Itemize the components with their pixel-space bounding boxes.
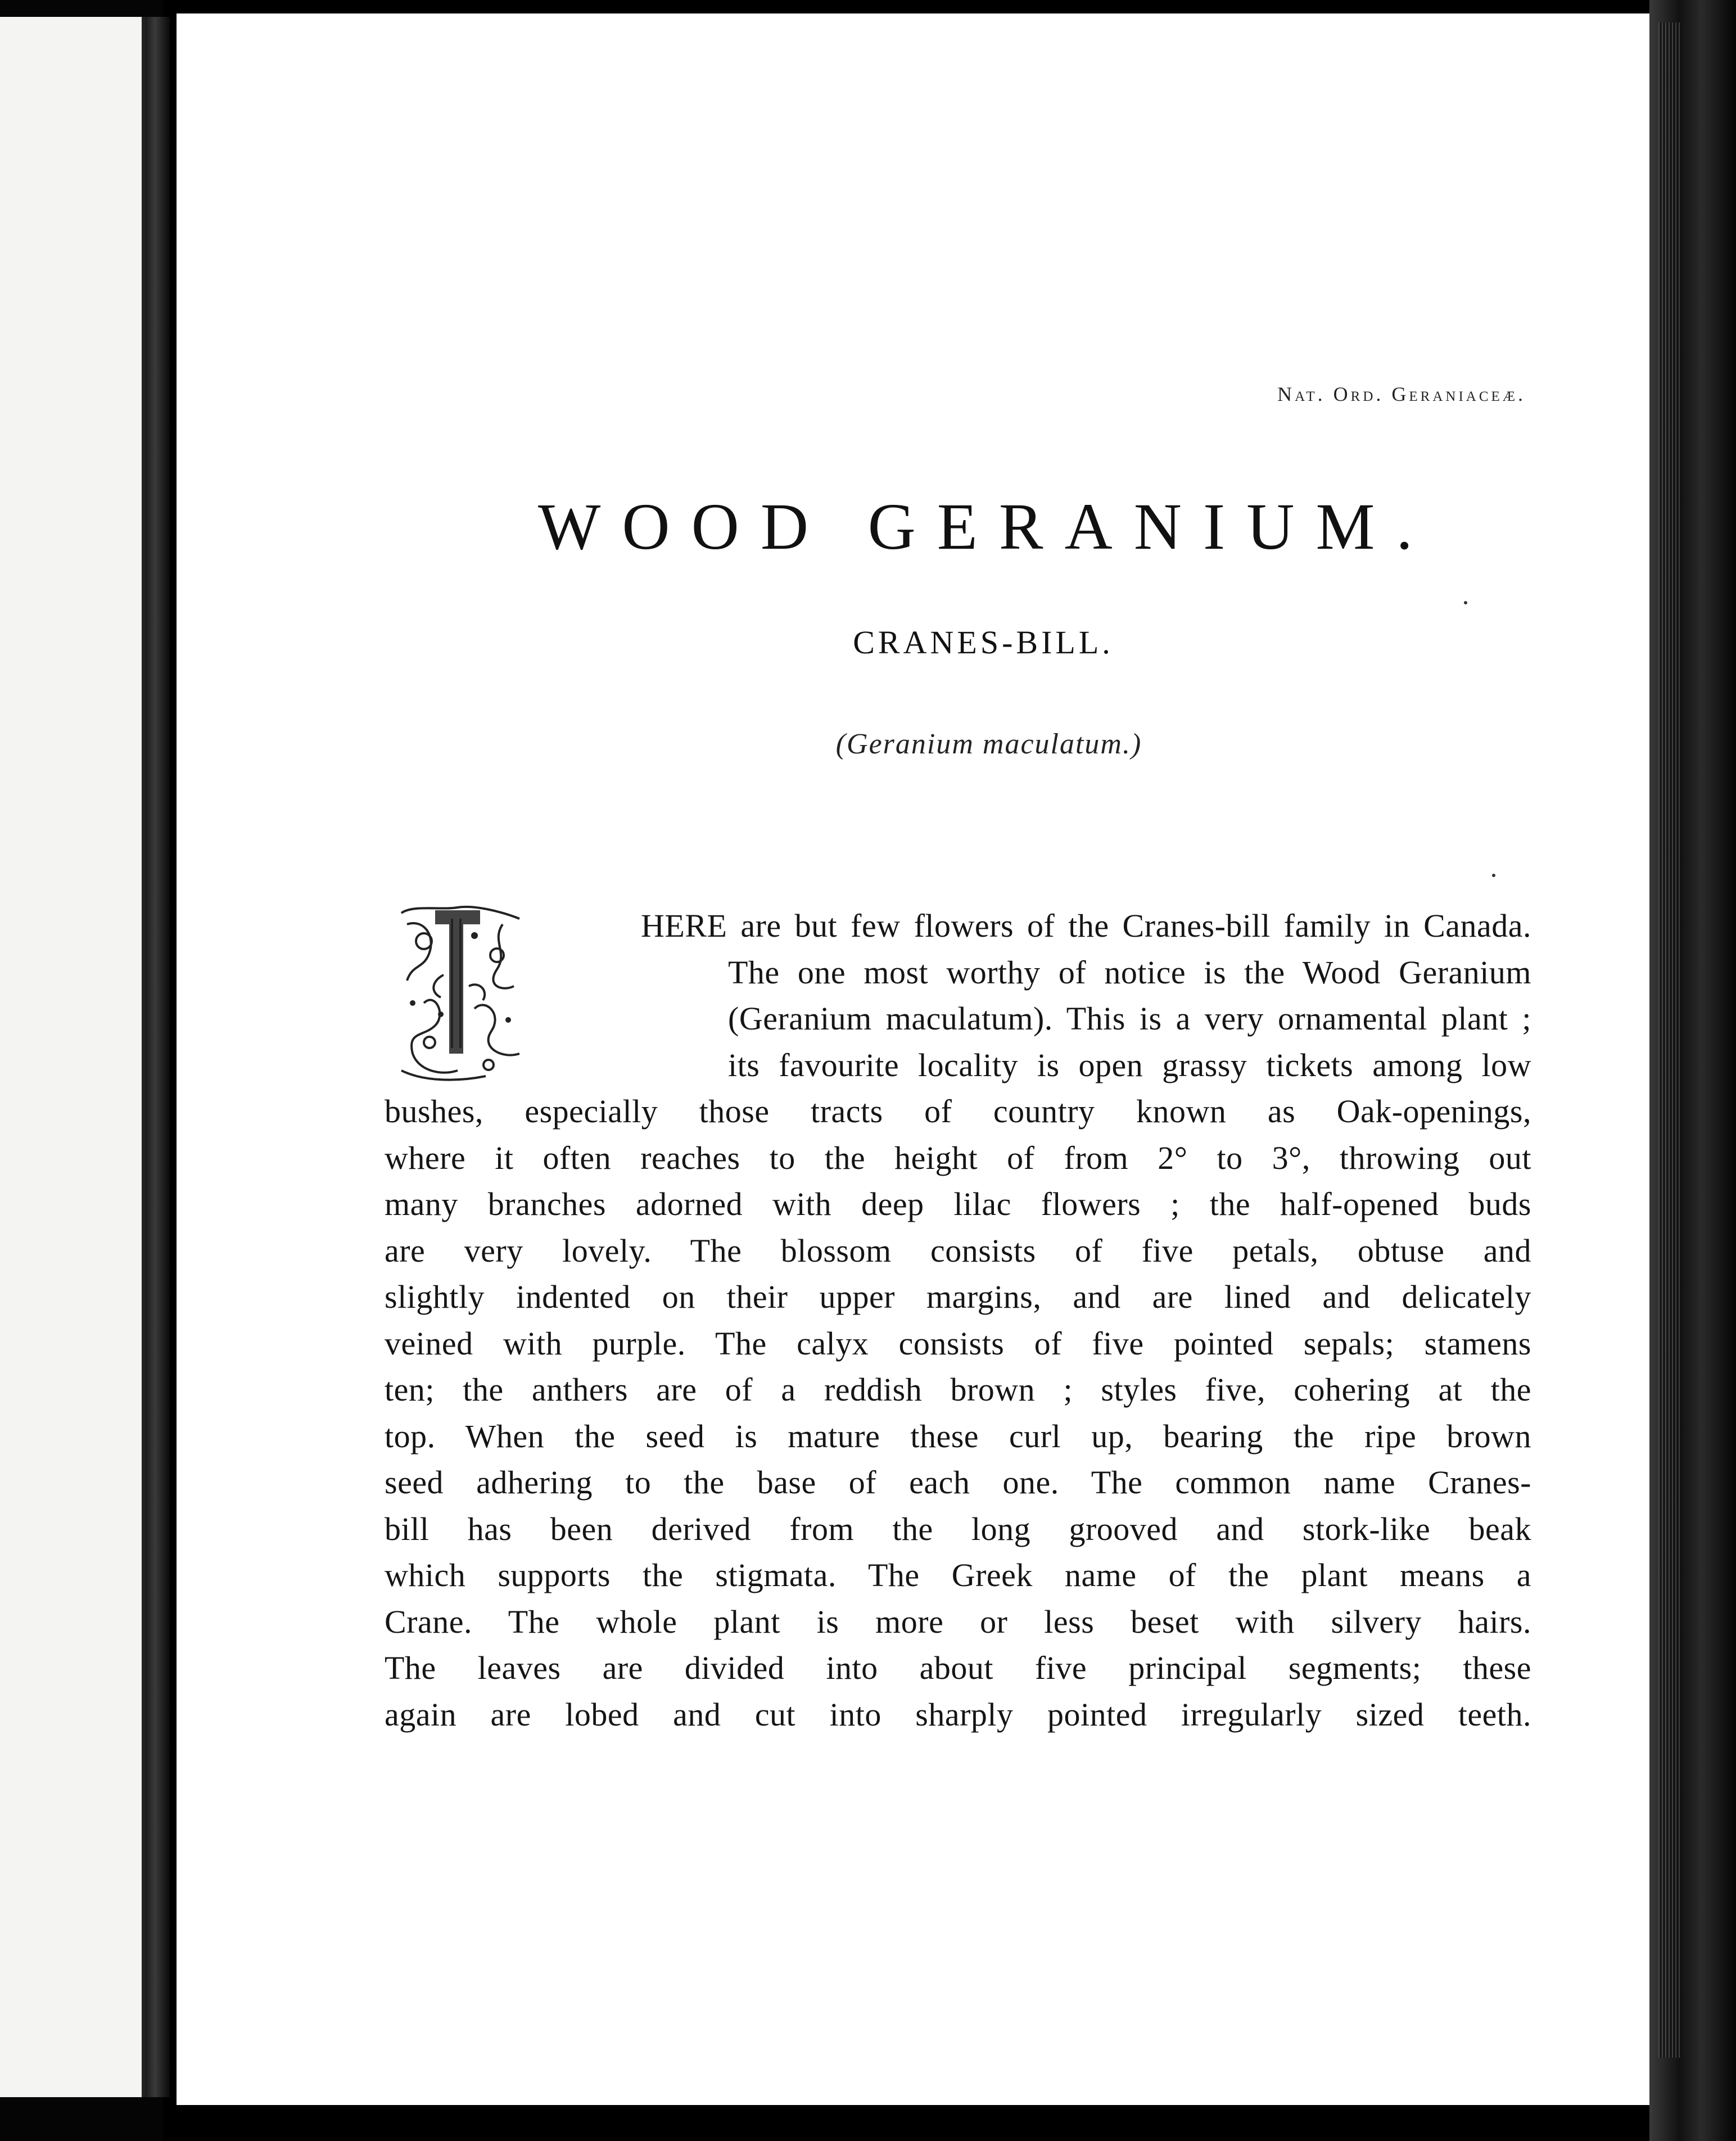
page-title: WOOD GERANIUM. xyxy=(538,490,1434,563)
body-line: HERE are but few flowers of the Cranes-bill family in Canada. xyxy=(641,907,1531,944)
book-page xyxy=(177,13,1649,2105)
common-name-subtitle: CRANES-BILL. xyxy=(853,624,1114,661)
body-line: many branches adorned with deep lilac flowers ; the half-opened buds xyxy=(385,1186,1531,1222)
speck xyxy=(1464,601,1467,604)
body-line: veined with purple. The calyx consists of five pointed sepals; stamens xyxy=(385,1325,1531,1362)
body-line: bill has been derived from the long grooved and stork-like beak xyxy=(385,1510,1531,1547)
speck xyxy=(1492,874,1495,877)
body-line: its favourite locality is open grassy tickets among low xyxy=(728,1046,1531,1083)
article-body xyxy=(385,903,1531,1738)
body-line: seed adhering to the base of each one. The common name Cranes- xyxy=(385,1464,1531,1501)
body-line: which supports the stigmata. The Greek name of the plant means a xyxy=(385,1557,1531,1593)
body-line: top. When the seed is mature these curl up, bearing the ripe brown xyxy=(385,1417,1531,1455)
body-line: (Geranium maculatum). This is a very ornamental plant ; xyxy=(728,1000,1531,1037)
page-stack-edge xyxy=(1658,22,1681,2058)
body-line: are very lovely. The blossom consists of five petals, obtuse and xyxy=(385,1232,1531,1269)
body-line: The one most worthy of notice is the Wood Geranium xyxy=(728,954,1531,991)
body-line: where it often reaches to the height of from 2° to 3°, throwing out xyxy=(385,1139,1531,1176)
natural-order-label: Nat. Ord. Geraniaceæ. xyxy=(1277,383,1526,405)
body-line: Crane. The whole plant is more or less beset with silvery hairs. xyxy=(385,1603,1531,1640)
body-line: The leaves are divided into about five principal segments; these xyxy=(385,1650,1531,1686)
body-line: again are lobed and cut into sharply pointed irregularly sized teeth. xyxy=(385,1696,1531,1733)
body-line: ten; the anthers are of a reddish brown ; styles five, cohering at the xyxy=(385,1371,1531,1408)
facing-page-edge xyxy=(0,17,145,2097)
body-line: slightly indented on their upper margins, and are lined and delicately xyxy=(385,1279,1531,1315)
body-line: bushes, especially those tracts of country known as Oak-openings, xyxy=(385,1093,1531,1130)
latin-name: (Geranium maculatum.) xyxy=(835,728,1142,760)
